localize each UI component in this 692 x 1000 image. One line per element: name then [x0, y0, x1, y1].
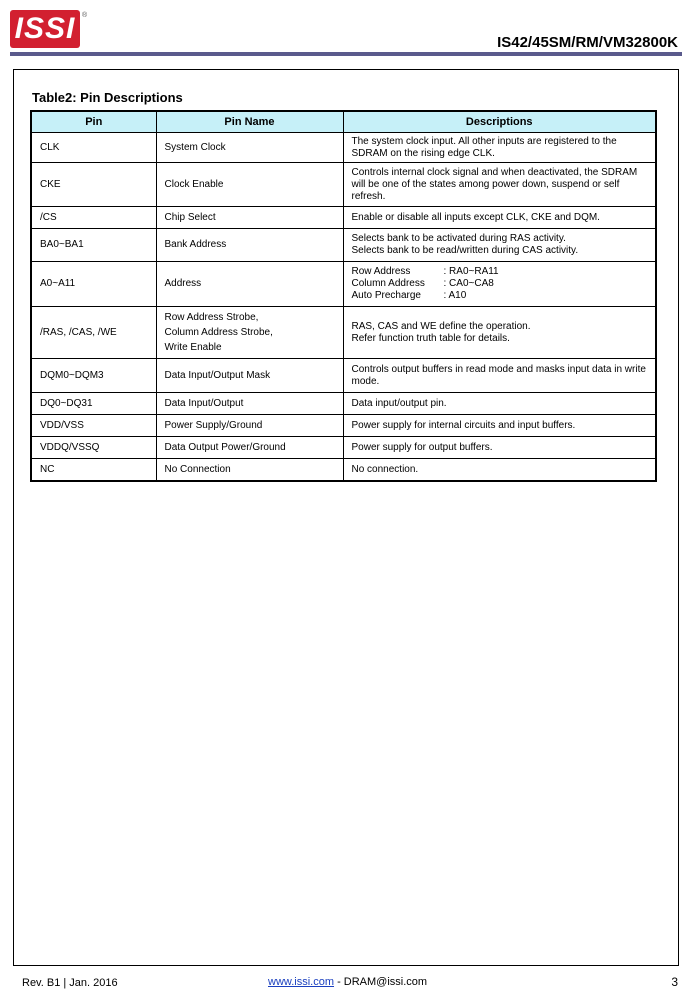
address-label: Row Address	[351, 266, 411, 277]
header-divider	[10, 52, 682, 56]
pin-name-cell: No Connection	[156, 459, 343, 482]
table-row	[31, 229, 656, 262]
address-value: : CA0~CA8	[443, 278, 494, 289]
table-header-row	[31, 111, 656, 133]
pin-cell: VDDQ/VSSQ	[31, 437, 156, 459]
footer-separator: -	[334, 976, 344, 988]
table-row	[31, 459, 656, 482]
description-line: Refer function truth table for details.	[351, 332, 510, 344]
document-title: IS42/45SM/RM/VM32800K	[497, 34, 678, 51]
pin-cell: BA0~BA1	[31, 229, 156, 262]
pin-cell: VDD/VSS	[31, 415, 156, 437]
header-pin-name: Pin Name	[156, 111, 343, 133]
table-row	[31, 262, 656, 307]
pin-cell: NC	[31, 459, 156, 482]
pin-name-cell: Data Output Power/Ground	[156, 437, 343, 459]
header-descriptions: Descriptions	[343, 111, 656, 133]
table-row	[31, 207, 656, 229]
description-cell: Controls internal clock signal and when deactivated, the SDRAM will be one of the states among power down, suspend or self refresh.	[343, 163, 656, 207]
description-cell: No connection.	[343, 459, 656, 482]
header-pin: Pin	[31, 111, 156, 133]
pin-name-cell: Clock Enable	[156, 163, 343, 207]
address-label: Auto Precharge	[351, 290, 421, 301]
pin-cell: DQM0~DQM3	[31, 359, 156, 393]
description-cell	[343, 229, 656, 262]
pin-cell: /CS	[31, 207, 156, 229]
pin-cell: /RAS, /CAS, /WE	[31, 307, 156, 359]
table-row	[31, 359, 656, 393]
footer-revision: Rev. B1 | Jan. 2016	[22, 977, 118, 989]
footer-contact	[268, 976, 427, 988]
table-row	[31, 163, 656, 207]
pin-name-cell: Data Input/Output Mask	[156, 359, 343, 393]
address-label: Column Address	[351, 278, 425, 289]
pin-cell: A0~A11	[31, 262, 156, 307]
table-row	[31, 437, 656, 459]
description-cell	[343, 307, 656, 359]
table-row	[31, 393, 656, 415]
pin-name-line: Write Enable	[164, 342, 222, 353]
description-cell: Enable or disable all inputs except CLK, CKE and DQM.	[343, 207, 656, 229]
table-row	[31, 307, 656, 359]
pin-cell: CLK	[31, 133, 156, 163]
pin-name-cell: Chip Select	[156, 207, 343, 229]
address-value: : A10	[443, 290, 467, 301]
table-title: Table2: Pin Descriptions	[32, 90, 183, 105]
issi-logo: ISSI	[10, 10, 80, 48]
description-cell: Power supply for internal circuits and input buffers.	[343, 415, 656, 437]
pin-name-line: Row Address Strobe,	[164, 312, 259, 323]
pin-cell: CKE	[31, 163, 156, 207]
website-link[interactable]: www.issi.com	[268, 976, 335, 988]
description-line: RAS, CAS and WE define the operation.	[351, 320, 531, 332]
table-row	[31, 133, 656, 163]
footer-email: DRAM@issi.com	[343, 976, 428, 988]
pin-cell: DQ0~DQ31	[31, 393, 156, 415]
pin-name-cell: Bank Address	[156, 229, 343, 262]
pin-name-cell: Power Supply/Ground	[156, 415, 343, 437]
pin-name-cell: System Clock	[156, 133, 343, 163]
pin-name-cell: Address	[156, 262, 343, 307]
description-cell: Controls output buffers in read mode and masks input data in write mode.	[343, 359, 656, 393]
pin-descriptions-table	[30, 110, 657, 482]
page-number: 3	[671, 975, 678, 989]
description-line: Selects bank to be activated during RAS activity.	[351, 233, 566, 244]
description-line: Selects bank to be read/written during CAS activity.	[351, 245, 579, 256]
registered-mark: ®	[82, 12, 88, 19]
pin-name-line: Column Address Strobe,	[164, 327, 273, 338]
description-cell	[343, 262, 656, 307]
description-cell: The system clock input. All other inputs are registered to the SDRAM on the rising edge CLK.	[343, 133, 656, 163]
description-cell: Data input/output pin.	[343, 393, 656, 415]
table-row	[31, 415, 656, 437]
pin-name-cell	[156, 307, 343, 359]
address-fields	[352, 266, 648, 302]
pin-name-cell: Data Input/Output	[156, 393, 343, 415]
address-value: : RA0~RA11	[443, 266, 499, 277]
description-cell: Power supply for output buffers.	[343, 437, 656, 459]
